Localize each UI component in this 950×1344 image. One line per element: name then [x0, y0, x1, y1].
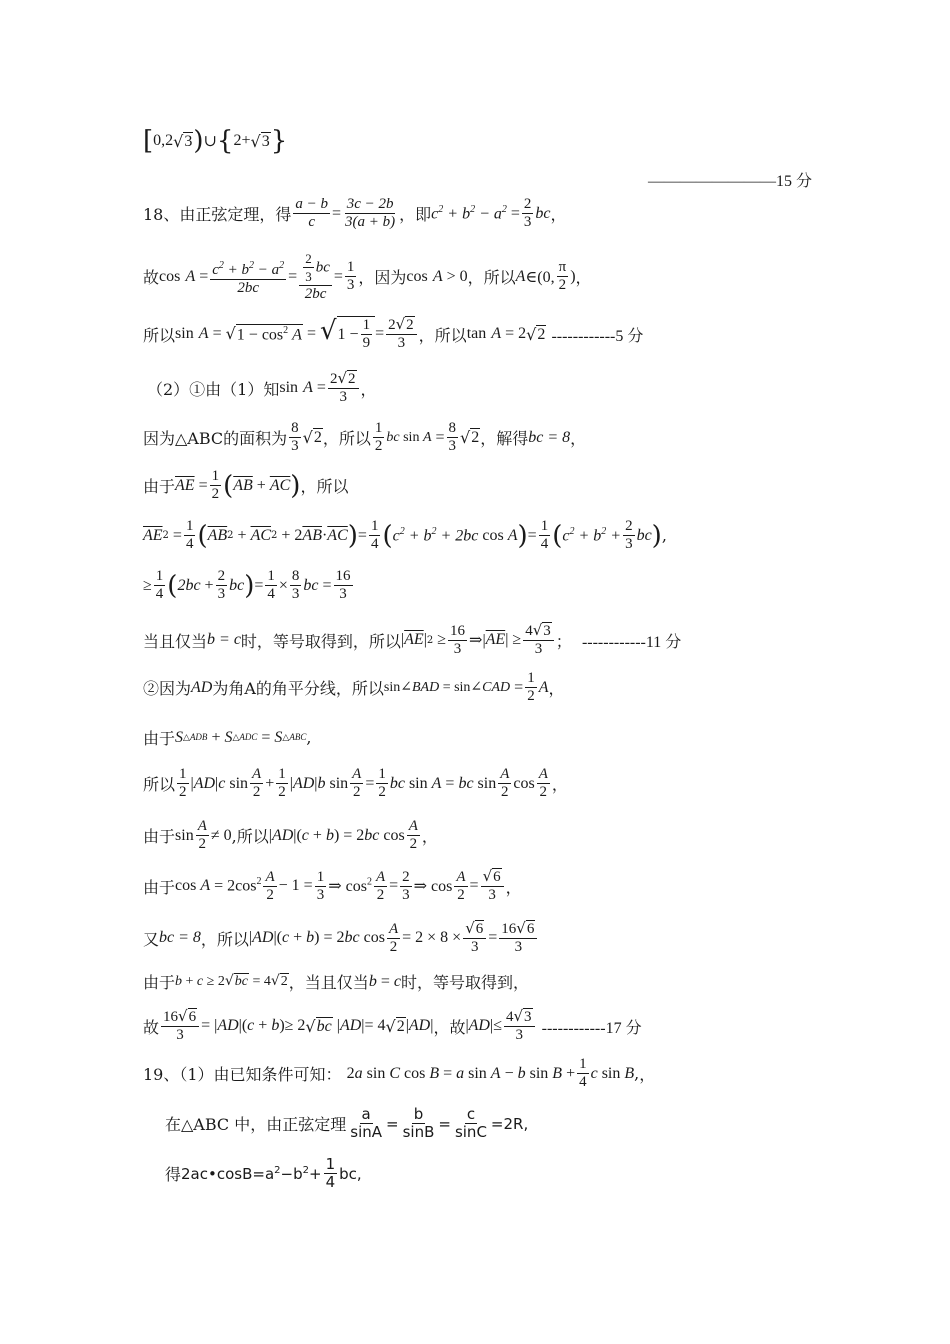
q18-sin-nonzero-line: 由于 sin $\frac{A}{2}$ ≠ 0 ,所以 | AD |( c + b ) = 2 bc cos $\frac{A}{2}$ ， — [143, 818, 438, 852]
q19-derived-line: 得 $2ac•\cos B=a^2-b^2+$ $\frac{1}{4}$ bc, — [165, 1155, 362, 1191]
q18-area-sum-line: 由于 S △ADB + S △ADC = S △ABC , — [143, 728, 312, 748]
q18-half-angle-line: 由于 cos A = $2\cos^2$ $\frac{A}{2}$ − 1 = $\frac{1}{3}$ ⇒ $\cos^2$ $\frac{A}{2}$ = $\frac{2}{3}$ ⇒ cos $\frac{A}{2}$ = √ 6 3 ， — [143, 867, 522, 903]
q18-substitute-line: 又 bc = 8 ，所以 | AD |( c + b ) = 2 bc cos $\frac{A}{2}$ = 2 × 8 × √ 6 3 = 16 √ 6 3 — [143, 920, 539, 956]
q18-bisector-line: ②因为 AD 为角A的角平分线，所以 sin∠ BAD = sin∠ CAD = $\frac{1}{2}$ A ， — [143, 670, 565, 704]
q18-line-1: 18、由正弦定理，得 $\frac{a - b}{c}$ = $\frac{3c - 2b}{3(a + b)}$ ，即 $c^2 + b^2 - a^2$ = $\frac{2}{3}$ bc ， — [143, 196, 567, 230]
q18-ae-squared-line: $\overline{AE}$ 2 = $\frac{1}{4}$ ( $\overline{AB}$ 2 + $\overline{AC}$ 2 + 2 $\overline{AB}$ · $\overline{AC}$ ) = $\frac{1}{4}$ ( $c^2 + b^2 + 2bc$ cos A ) = $\frac{1}{4}$ ( $c^2 + b^2$ + $\frac{2}{3}$ bc ) , — [143, 518, 667, 552]
q18-ae-line: 由于 $\overline{AE}$ = $\frac{1}{2}$ ( $\overline{AB}$ + $\overline{AC}$ ) ，所以 — [143, 468, 349, 502]
q19-line-1: 19、（1）由已知条件可知： 2 a sin C cos B = a sin A − b sin B + $\frac{1}{4}$ c sin B , ， — [143, 1056, 656, 1090]
score-15: ————————15 分 — [648, 173, 813, 190]
q18-area-expand-line: 所以 $\frac{1}{2}$ | AD | c sin $\frac{A}{2}$ + $\frac{1}{2}$ | AD | b sin $\frac{A}{2}$ = $\frac{1}{2}$ bc sin A = bc sin $\frac{A}{2}$ cos $\frac{A}{2}$ ， — [143, 766, 568, 800]
q19-sine-rule-line: 在△ABC 中，由正弦定理 $\frac{a}{\sin A}$ = $\frac{b}{\sin B}$ = $\frac{c}{\sin C}$ =2R, — [165, 1105, 529, 1141]
q18-sin-line: 所以 sin A = √ $1 - \cos^2 A$ = √ 1 − $\frac{1}{9}$ = 2 √ 2 3 ，所以 tan A = 2 √ 2 ------------5 分 — [143, 315, 644, 351]
q18-inequality-line: ≥ $\frac{1}{4}$ ( 2bc + $\frac{2}{3}$ bc ) = $\frac{1}{4}$ × $\frac{8}{3}$ bc = $\frac{16}{3}$ — [143, 568, 351, 602]
score-11: ------------11 分 — [581, 633, 682, 651]
q18-area-line: 因为△ABC的面积为 $\frac{8}{3}$ √ 2 ，所以 $\frac{1}{2}$ bc sin A = $\frac{8}{3}$ √ 2 ，解得 bc = 8 ， — [143, 420, 587, 454]
interval-answer: [ 0,2 √ 3 ) ∪ { 2+ √ 3 } — [143, 126, 288, 156]
q18-cos-line: 故 cos A = $\frac{c^2 + b^2 - a^2}{2bc}$ = $\frac{2}{3}$ bc 2bc = $\frac{1}{3}$ ，因为 cos A > 0 ，所以 A ∈(0, $\frac{\pi}{2}$ ) ， — [143, 251, 592, 302]
q18-amgm-line: 由于 b + c ≥ 2 √ bc = 4 √ 2 ，当且仅当 b = c 时，等号取得到， — [143, 972, 529, 992]
q18-equality-line: 当且仅当 b = c 时，等号取得到，所以 | $\overline{AE}$ | 2 ≥ $\frac{16}{3}$ ⇒| $\overline{AE}$ | ≥ 4 √ 3 3 ； ------------11 分 — [143, 621, 682, 657]
score-17: ------------17 分 — [541, 1019, 642, 1037]
q18-part2-line: （2）①由（1）知 sin A = 2 √ 2 3 ， — [147, 369, 377, 405]
q18-final-line: 故 16 √ 6 3 = | AD |( c + b )≥ 2 √ bc | AD |= 4 √ 2 | AD | ，故 | AD |≤ 4 √ 3 3 ------------17 分 — [143, 1007, 642, 1043]
score-5: ------------5 分 — [551, 327, 644, 345]
